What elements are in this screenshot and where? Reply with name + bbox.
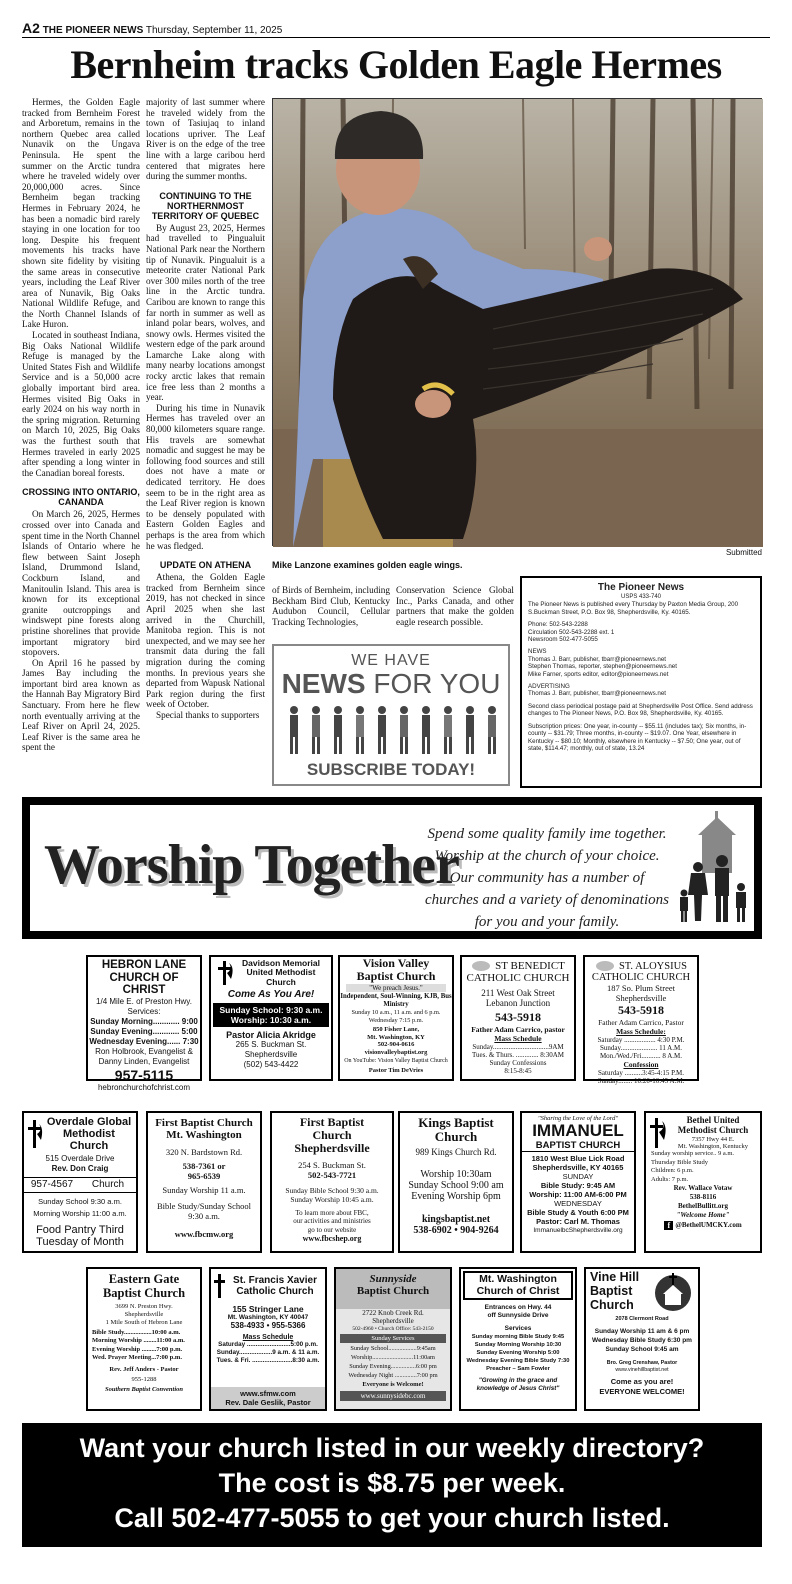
church-name: Davidson Memorial United Methodist Church	[242, 958, 320, 987]
church-website: visionvalleybaptist.org	[364, 1048, 428, 1056]
services-label: Services	[504, 1325, 532, 1333]
church-name: CATHOLIC CHURCH	[591, 972, 691, 983]
cross-icon	[213, 1272, 227, 1300]
church-address: 155 Stringer Lane	[232, 1304, 304, 1314]
folio-line	[22, 20, 770, 38]
church-address: 254 S. Buckman St.	[298, 1159, 366, 1170]
day-label: WEDNESDAY	[554, 1199, 602, 1208]
worship-banner	[22, 797, 762, 939]
page-number: A2	[22, 20, 40, 36]
directory-ad	[22, 1423, 762, 1547]
church-name: Catholic Church	[236, 1286, 314, 1297]
church-pastor: Father Adam Carrico, Pastor	[598, 1018, 684, 1027]
subhead: CONTINUING TO THE NORTHERNMOST TERRITORY OF QUEBEC	[151, 190, 260, 221]
church-phone: 957-4567	[30, 1179, 74, 1191]
article-paragraph: By August 23, 2025, Hermes had travelled to Pingualuit National Park near the Northern tip of Nunavik. Pingualuit is a meteorite crater National Park over 300 miles north of the tree line in the Arctic tundra. Caribou are known to range this far north in summer as well as inland polar bears, wolves, and snowy owls. Hermes visited the western edge of the park around Lamarche Lake along with many nearby locations amongst rocky arctic lakes that remain ice free less than 2 months a year.	[146, 222, 265, 403]
service-time: Bible Study & Youth 6:00 PM	[527, 1208, 629, 1217]
church-info: our activities and ministries	[293, 1217, 371, 1226]
church-tagline: "Sharing the Love of the Lord"	[537, 1115, 619, 1122]
confession-time: Sunday........ 10:20-10:45 A.M.	[597, 1077, 685, 1085]
church-name: First Baptist	[299, 1115, 365, 1129]
mass-time: Tues. & Fri. .......................8:30 a.m.	[216, 1357, 320, 1364]
service-time: Morning Worship ........11:00 a.m.	[92, 1337, 185, 1344]
masthead-staff: Stephen Thomas, reporter, stephen@pioneernews.net	[528, 663, 677, 671]
service-time: Sunday Evening................6:00 pm	[349, 1363, 437, 1370]
mass-time: Sunday...................9 a.m. & 11 a.m.	[216, 1349, 320, 1356]
article-paragraph: of Birds of Bernheim, including Beckham Bird Club, Kentucky Audubon Council, Cellular Tracking Technologies,	[272, 585, 390, 627]
church-info: go to our website	[307, 1225, 357, 1234]
church-evangelist: Ron Holbrook, Evangelist &	[95, 1046, 193, 1056]
church-name: Church	[312, 1128, 352, 1143]
ad-line-3: SUBSCRIBE TODAY!	[306, 760, 476, 779]
church-seal-icon	[471, 960, 491, 972]
masthead-postal: Second class periodical postage paid at Shepherdsville Post Office. Send address changes to The Pioneer News, P.O. Box 98, Shepherdsville, Ky. 40165.	[528, 702, 753, 718]
church-name: Kings Baptist	[418, 1115, 494, 1130]
church-website: www.fbcmw.org	[174, 1229, 234, 1240]
masthead-newsroom: Newsroom 502-477-5055	[528, 636, 598, 644]
church-name: Shepherdsville	[294, 1141, 370, 1156]
mass-schedule-label: Mass Schedule:	[616, 1027, 666, 1036]
photo-caption: Mike Lanzone examines golden eagle wings.	[272, 560, 463, 570]
article-column-2	[146, 97, 265, 761]
church-name: Church	[590, 1297, 634, 1312]
church-address: Shepherdsville	[615, 993, 667, 1003]
church-convention: Southern Baptist Convention	[104, 1385, 184, 1393]
church-name: Mt. Washington	[166, 1129, 242, 1142]
ad-news-word: NEWS	[281, 668, 366, 699]
church-address: Mt. Washington, KY 40047	[227, 1314, 309, 1321]
service-time: Sunday School: 9:30 a.m.	[219, 1005, 323, 1016]
church-hebron-lane	[86, 955, 202, 1092]
church-pastor: Rev. Dale Geslik, Pastor	[225, 1398, 311, 1407]
church-sunnyside	[334, 1267, 452, 1411]
service-time: Sunday Worship 10:45 a.m.	[290, 1194, 374, 1204]
service-time: Bible Study.................10:00 a.m.	[92, 1328, 181, 1336]
masthead-title: The Pioneer News	[597, 582, 685, 593]
church-pastor: Pastor Alicia Akridge	[226, 1030, 316, 1041]
church-pastor: Father Adam Carrico, pastor	[471, 1025, 565, 1034]
confession-label: Confession	[623, 1060, 659, 1069]
subhead: UPDATE ON ATHENA	[159, 560, 252, 571]
service-time: Children: 6 p.m.	[651, 1167, 694, 1174]
service-time: Sunday Worship 11 am & 6 pm	[594, 1328, 690, 1335]
church-vine-hill	[584, 1267, 700, 1411]
service-time: Sunday Worship 11 a.m.	[162, 1185, 246, 1196]
service-time: Sunday School 9:45 am	[605, 1346, 679, 1353]
church-phone: 538-7361 or	[182, 1161, 226, 1172]
church-seal-icon	[595, 960, 615, 972]
service-time: Wednesday Evening Bible Study 7:30	[466, 1358, 570, 1365]
church-phone: (502) 543-4422	[243, 1060, 299, 1070]
eagle-photo	[272, 98, 762, 546]
church-slogan: Come As You Are!	[227, 989, 315, 1001]
church-phone: 502-543-7721	[307, 1169, 357, 1180]
church-address: 3699 N. Preston Hwy.	[115, 1302, 173, 1310]
church-website: www.vinehillbaptist.net	[615, 1367, 669, 1373]
church-name: Sunnyside	[369, 1273, 417, 1285]
paper-name: THE PIONEER NEWS	[42, 25, 144, 36]
headline: Bernheim tracks Golden Eagle Hermes	[70, 42, 722, 87]
ad-line-2	[274, 670, 508, 698]
church-pastor: Rev. Wallace Votaw	[673, 1184, 733, 1192]
church-address: 1810 West Blue Lick Road	[531, 1154, 625, 1163]
cross-flame-icon	[648, 1116, 668, 1150]
article-column-1	[22, 97, 140, 761]
church-youtube: On YouTube: Vision Valley Baptist Church	[344, 1058, 448, 1065]
church-address: 7357 Hwy 44 E.	[691, 1135, 735, 1143]
mass-time: Tues. & Thurs. ............. 8:30AM	[472, 1051, 564, 1059]
service-time: Wednesday Night ..............7:00 pm	[348, 1372, 438, 1379]
church-website: www.sunnysidebc.com	[340, 1391, 446, 1401]
ad-for-you: FOR YOU	[365, 668, 501, 699]
church-welcome: EVERYONE WELCOME!	[599, 1387, 685, 1396]
church-immanuel	[520, 1111, 636, 1253]
church-name: BAPTIST CHURCH	[522, 1140, 634, 1152]
church-preacher: Preacher – Sam Fowler	[486, 1366, 550, 1373]
church-davidson	[209, 955, 333, 1081]
subscribe-ad[interactable]	[272, 644, 510, 786]
article-paragraph: Conservation Science Global Inc., Parks Canada, and other partners that make the golden eagle research possible.	[396, 585, 514, 627]
church-website: kingsbaptist.net	[421, 1213, 491, 1225]
subhead: CROSSING INTO ONTARIO, CANANDA	[22, 487, 140, 508]
confession-label: Sunday Confessions	[489, 1059, 547, 1067]
cross-flame-icon	[26, 1118, 44, 1150]
church-name: CHURCH OF CHRIST	[109, 971, 179, 997]
mass-time: Sunday..................... 11 A.M.	[600, 1044, 682, 1052]
church-eastern-gate	[86, 1267, 202, 1411]
mass-time: Mon./Wed./Fri........... 8 A.M.	[599, 1052, 683, 1060]
mass-time: Sunday................................9AM	[472, 1043, 564, 1051]
church-name: Eastern Gate	[108, 1272, 180, 1286]
people-group-icon	[282, 704, 504, 756]
service-time: Bible Study: 9:45 AM	[540, 1181, 616, 1190]
church-name: Baptist Church	[356, 1285, 430, 1298]
services-label: Services:	[127, 1006, 161, 1016]
service-time: Worship: 11:00 AM-6:00 PM	[529, 1190, 627, 1199]
facebook-icon: f	[664, 1221, 673, 1230]
church-name: Overdale Global	[46, 1116, 132, 1128]
church-phone: 538-6902 • 904-9264	[413, 1224, 499, 1236]
church-welcome: Everyone is Welcome!	[362, 1381, 424, 1388]
service-time: Evening Worship .........7:00 p.m.	[92, 1345, 183, 1353]
masthead-box	[520, 576, 762, 788]
church-st-aloysius	[583, 955, 699, 1085]
service-time: Adults: 7 p.m.	[651, 1175, 689, 1183]
church-phone: 955-1288	[131, 1375, 157, 1383]
church-address: 187 So. Plum Street	[606, 983, 675, 993]
mass-schedule-label: Mass Schedule	[494, 1034, 542, 1043]
church-website: ImmanuelbcShepherdsville.org	[533, 1227, 623, 1234]
masthead-phone: Phone: 502-543-2288	[528, 621, 588, 629]
masthead-text: The Pioneer News is published every Thursday by Paxton Media Group, 200 S.Buckman Street, P.O. Box 98, Shepherdsville, Ky. 40165.	[528, 601, 739, 616]
church-name: Bethel United	[686, 1115, 740, 1125]
article-paragraph: Special thanks to supporters	[156, 709, 260, 720]
church-name: Methodist Church	[677, 1124, 749, 1135]
mass-time: Saturday .........................5:00 p.m.	[218, 1341, 318, 1348]
church-name: HEBRON LANE	[101, 959, 187, 971]
church-phone: 543-5918	[618, 1003, 664, 1017]
church-name: St. Francis Xavier	[233, 1275, 317, 1286]
article-paragraph: Athena, the Golden Eagle tracked from Bernheim since 2019, has not checked in since April 2025 when she last arrived in the Churchill, Manitoba region. This is not unexpected, and we may see her transmit data during the fall migration during the coming months. In previous years she departed from Wapusk National Park region during the first week of October.	[146, 572, 265, 710]
church-fbc-mt-washington	[146, 1111, 262, 1253]
church-address: Shepherdsville	[244, 1050, 298, 1060]
church-evangelist: Danny Linden, Evangelist	[98, 1056, 190, 1066]
church-pastor: Pastor Tim DeVries	[368, 1067, 424, 1075]
church-name: Church	[434, 1129, 478, 1145]
church-website: www.fbcshep.org	[302, 1234, 362, 1244]
church-name: Methodist Church	[63, 1128, 115, 1153]
church-name: ST BENEDICT	[495, 960, 565, 972]
article-paragraph: Located in southeast Indiana, Big Oaks National Wildlife Refuge is managed by the United States Fish and Wildlife Service and is a 50,000 acre globally important bird area. Hermes visited Big Oaks in early 2024 on his way north in the spring migration. Returning on March 10, 2025, Big Oaks was the furthest south that Hermes traveled in early 2025 after spending a long winter in the Canadian boreal forests.	[22, 330, 140, 478]
mass-schedule-label: Mass Schedule	[242, 1334, 294, 1341]
masthead-staff: Thomas J. Barr, publisher, tbarr@pioneernews.net	[528, 655, 667, 663]
service-time: Sunday Morning............ 9:00	[90, 1016, 198, 1026]
directory-ad-line: Want your church listed in our weekly directory?	[79, 1433, 705, 1463]
church-motto: "Welcome Home"	[676, 1211, 730, 1219]
worship-title: Worship Together	[44, 834, 459, 896]
church-phone: 543-5918	[495, 1010, 541, 1024]
church-phone: 502-4960 • Church Office: 543-2150	[352, 1326, 434, 1332]
eagle-photo-illustration	[273, 99, 763, 547]
article-paragraph: On April 16 he passed by James Bay including the important bird area known as the Hannah Bay Migratory Bird Sanctuary. From here he flew north eventually arriving at the Leaf River on April 24, 2025. Leaf River is the same area he spent the	[22, 657, 140, 753]
directory-ad-line: Call 502-477-5055 to get your church listed.	[114, 1503, 670, 1533]
church-phone: 502-904-0616	[377, 1041, 415, 1049]
service-time: Wednesday Bible Study 6:30 pm	[592, 1337, 692, 1344]
church-facebook: @BethelUMCKY.com	[675, 1221, 742, 1229]
church-address: Mt. Washington, KY	[367, 1033, 425, 1041]
church-pastor: Rev. Don Craig	[51, 1164, 109, 1174]
church-phone: 538-4933 • 955-5366	[230, 1321, 306, 1330]
masthead-news-heading: NEWS	[528, 648, 547, 656]
church-description: Independent, Soul-Winning, KJB, Bus Ministry	[340, 993, 452, 1009]
service-time: Sunday Evening Worship 5:00	[476, 1350, 560, 1357]
service-times: Sunday 10 a.m., 11 a.m. and 6 p.m. Wednesday 7:15 p.m.	[351, 1009, 441, 1024]
service-time: Bible Study/Sunday School	[157, 1201, 251, 1212]
church-location: 1/4 Mile E. of Preston Hwy.	[96, 996, 192, 1006]
food-pantry-note: Tuesday of Month	[36, 1236, 124, 1249]
church-building-icon	[652, 1271, 694, 1313]
church-address: 2722 Knob Creek Rd.	[362, 1309, 424, 1317]
service-time: Sunday Evening............ 5:00	[90, 1026, 198, 1036]
article-paragraph: Hermes, the Golden Eagle tracked from Bernheim Forest and Arboretum, remains in the northern Quebec area called Nunavik on the Ungava Peninsula. He spent the summer on the Arctic tundra where he traveled widely over 20,000,000 acres. Since Bernheim began tracking Hermes in February 2024, he has been a nomadic bird rarely staying in one location for too long. Despite his frequent movements his tracks have shown site fidelity by visiting the same areas in consecutive years, including the Leaf River area of Nunavik, Big Oaks National Wildlife Refuge, and the North Channel Islands of Lake Huron.	[22, 97, 140, 330]
food-pantry-note: Food Pantry Third	[36, 1224, 124, 1237]
service-time: Sunday Morning Worship 10:30	[474, 1342, 562, 1349]
church-name: Baptist Church	[102, 1285, 186, 1300]
church-welcome: Come as you are!	[610, 1377, 674, 1386]
masthead-circulation: Circulation 502-543-2288 ext. 1	[528, 628, 615, 636]
church-label: Church	[91, 1179, 125, 1191]
church-name: CATHOLIC CHURCH	[466, 972, 570, 984]
church-phone: 538-8116	[689, 1193, 717, 1201]
service-time: Worship 10:30am	[420, 1168, 492, 1180]
services-label: Sunday Services	[340, 1334, 446, 1343]
issue-date: Thursday, September 11, 2025	[145, 25, 283, 36]
service-time: Sunday morning Bible Study 9:45	[471, 1334, 565, 1341]
church-address: 320 N. Bardstown Rd.	[165, 1147, 243, 1158]
church-st-francis-xavier	[209, 1267, 327, 1411]
church-name: Church of Christ	[476, 1284, 560, 1297]
church-phone: 957-5115	[114, 1066, 174, 1083]
church-address: Shepherdsville	[372, 1317, 414, 1325]
church-website: BethelBullitt.org	[678, 1202, 728, 1210]
service-time: Worship: 10:30 a.m.	[230, 1015, 312, 1026]
article-paragraph: During his time in Nunavik Hermes has traveled over an 80,000 kilometers square range. His travels are somewhat nomadic and suggest he may be following food sources and still does not have a mate or dedicated territory. He does seem to be in the right area as the Leaf River region is known to be densely populated with Eastern Golden Eagles and perhaps is the area from which he was fledged.	[146, 402, 265, 551]
church-name: Vision Valley	[362, 956, 430, 970]
article-column-4	[396, 585, 514, 635]
service-time: 9:30 a.m.	[188, 1211, 220, 1222]
church-address: 989 Kings Church Rd.	[415, 1146, 497, 1157]
church-name: First Baptist Church	[155, 1117, 253, 1129]
church-address: 2078 Clermont Road	[615, 1316, 669, 1322]
directory-ad-line: The cost is $8.75 per week.	[218, 1468, 566, 1498]
masthead-adv-heading: ADVERTISING	[528, 683, 570, 691]
ad-line-1: WE HAVE	[351, 652, 431, 669]
photo-credit: Submitted	[725, 548, 762, 557]
service-time: Sunday Bible School 9:30 a.m.	[285, 1185, 379, 1195]
cross-flame-icon	[215, 959, 235, 987]
service-time: Worship..........................11:00am	[351, 1354, 435, 1361]
church-st-benedict	[460, 955, 576, 1081]
masthead-staff: Mike Farner, sports editor, editor@pioneernews.net	[528, 670, 669, 678]
church-address: Mt. Washington, Kentucky	[677, 1142, 749, 1150]
article-paragraph: majority of last summer where he traveled widely from the town of Tasiujaq to inland locations upriver. The Leaf River is on the edge of the tree line with a large caribou herd centered that migrates here during the summer months.	[146, 97, 265, 182]
church-phone: 965-6539	[187, 1171, 221, 1182]
worship-text: Spend some quality family ime together. Worship at the church of your choice. Our community has a number of churches and a variety of denominations for you and your family.	[425, 826, 669, 930]
church-address: 1 Mile South of Hebron Lane	[105, 1318, 183, 1326]
church-address: 850 Fisher Lane,	[372, 1026, 420, 1034]
church-mt-washington-coc	[459, 1267, 577, 1411]
article-column-3	[272, 585, 390, 635]
family-church-icon	[678, 815, 754, 925]
church-address: 265 S. Buckman St.	[235, 1040, 307, 1050]
mass-time: Saturday .................. 4:30 P.M.	[597, 1036, 685, 1044]
church-address: Shepherdsville, KY 40165	[532, 1163, 624, 1172]
church-directions: Entrances on Hwy. 44	[484, 1304, 552, 1312]
service-time: Sunday worship service.. 9 a.m.	[651, 1150, 735, 1157]
service-time: Sunday School 9:00 am	[408, 1179, 504, 1191]
church-kings-baptist	[398, 1111, 514, 1253]
church-address: Lebanon Junction	[485, 998, 551, 1008]
service-time: Wed. Prayer Meeting...7:00 p.m.	[92, 1354, 182, 1361]
service-time: Wednesday Evening...... 7:30	[89, 1036, 199, 1046]
service-time: Evening Worship 6pm	[411, 1190, 501, 1202]
church-pastor: Bro. Greg Crenshaw, Pastor	[606, 1360, 678, 1366]
church-name: Mt. Washington	[479, 1273, 557, 1285]
masthead-usps: USPS 433-740	[620, 594, 662, 600]
church-name: ST. ALOYSIUS	[618, 960, 688, 972]
masthead-subscriptions: Subscription prices: One year, in-county -- $55.11 (includes tax); Six months, in-county -- $31.79; Three months, in-county -- $19.07. One Year, elsewhere in Kentucky -- $80.10; Monthly, elsewhere in Kentucky -- $7.50; One year, out of state, $114.47; monthly, out of state, 13.24	[528, 722, 747, 752]
day-label: SUNDAY	[562, 1172, 594, 1181]
church-bethel	[644, 1111, 762, 1253]
church-info: To learn more about FBC,	[295, 1208, 369, 1217]
church-address: 211 West Oak Street	[481, 988, 555, 998]
service-time: Thursday Bible Study	[651, 1158, 709, 1166]
service-time: Sunday School..................9:45am	[350, 1345, 436, 1352]
church-pastor: Pastor: Carl M. Thomas	[536, 1217, 620, 1226]
service-time: Morning Worship 11:00 a.m.	[33, 1209, 127, 1219]
masthead-staff: Thomas J. Barr, publisher, tbarr@pioneernews.net	[528, 690, 667, 698]
church-directions: off Sunnyside Drive	[487, 1312, 549, 1320]
church-verse: "Growing in the grace and knowledge of Jesus Christ"	[476, 1377, 560, 1393]
church-address: Shepherdsville	[124, 1310, 164, 1318]
church-motto: "We preach Jesus."	[346, 984, 446, 992]
church-name: IMMANUEL	[532, 1121, 624, 1140]
article-paragraph: On March 26, 2025, Hermes crossed over into Canada and spent time in the North Channel Islands of Ontario where he flew between Saint Joseph Island, Drummond Island, Cockburn Island, and Manitoulin Island. This area is known for its exceptional granite outcroppings and windswept pine forests along pristine shorelines that provide important migratory bird stopovers.	[22, 509, 140, 658]
church-address: 515 Overdale Drive	[45, 1154, 115, 1164]
confession-time: Saturday ..........3:45-4:15 P.M.	[598, 1069, 684, 1077]
church-website: hebronchurchofchrist.com	[97, 1082, 191, 1092]
church-pastor: Rev. Jeff Anders - Pastor	[109, 1365, 179, 1373]
church-name: Baptist	[590, 1283, 633, 1298]
church-vision-valley	[338, 955, 454, 1081]
church-name: Baptist Church	[356, 969, 436, 984]
confession-time: 8:15-8:45	[504, 1067, 532, 1075]
church-name: Vine Hill	[590, 1270, 640, 1284]
service-time: Sunday School 9:30 a.m.	[38, 1197, 122, 1207]
church-website: www.sfmw.com	[240, 1389, 296, 1398]
church-fbc-shepherdsville	[270, 1111, 394, 1253]
church-overdale	[22, 1111, 138, 1253]
